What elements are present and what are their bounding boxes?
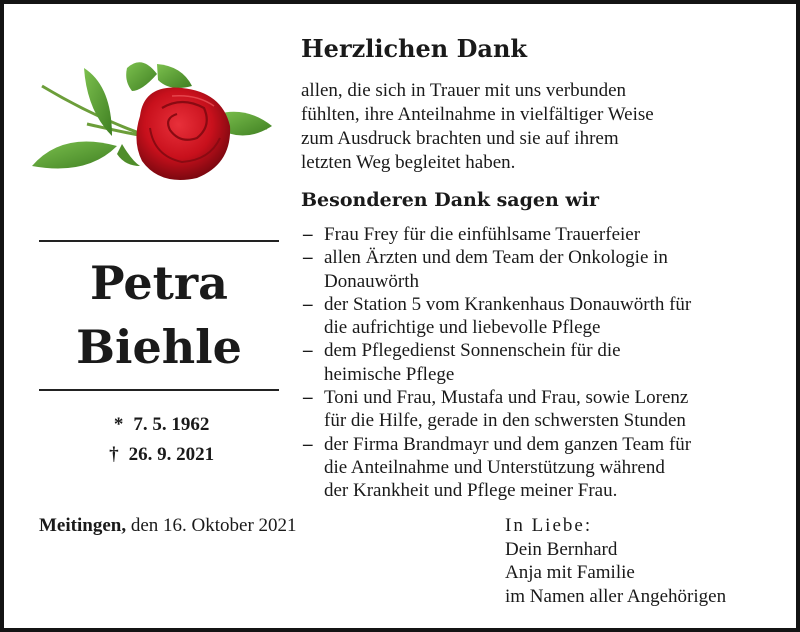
thanks-heading: Besonderen Dank sagen wir <box>301 189 600 211</box>
signature-closing: In Liebe: <box>505 515 593 536</box>
divider-top <box>39 240 279 242</box>
place-date <box>39 514 297 538</box>
list-dash: – <box>303 340 313 362</box>
intro-line: allen, die sich in Trauer mit uns verbunden <box>301 80 627 101</box>
list-item <box>301 293 781 340</box>
birth-symbol: * <box>113 414 124 435</box>
thanks-list <box>301 223 781 503</box>
signature <box>505 514 726 608</box>
list-item-line: dem Pflegedienst Sonnenschein für die <box>324 340 621 362</box>
death-date-row <box>39 440 279 470</box>
list-dash: – <box>303 433 313 455</box>
signature-line: im Namen aller Angehörigen <box>505 585 727 607</box>
signature-line: Dein Bernhard <box>505 538 618 560</box>
list-dash: – <box>303 293 313 315</box>
list-item <box>301 246 781 293</box>
main-heading: Herzlichen Dank <box>301 34 528 63</box>
death-symbol: † <box>109 444 119 465</box>
place: Meitingen, <box>39 515 127 536</box>
list-dash: – <box>303 387 313 409</box>
intro-line: letzten Weg begleitet haben. <box>301 152 516 173</box>
list-item-line: der Krankheit und Pflege meiner Frau. <box>324 480 618 502</box>
intro-text <box>301 79 771 175</box>
death-date: 26. 9. 2021 <box>128 444 215 465</box>
list-item-line: die aufrichtige und liebevolle Pflege <box>324 317 601 339</box>
list-item <box>301 223 781 246</box>
date: den 16. Oktober 2021 <box>130 515 297 536</box>
list-item-line: der Firma Brandmayr und dem ganzen Team für <box>324 433 692 455</box>
list-item-line: die Anteilnahme und Unterstützung während <box>324 456 665 478</box>
list-item-line: für die Hilfe, gerade in den schwersten Stunden <box>324 410 686 432</box>
list-item <box>301 386 781 433</box>
deceased-last-name: Biehle <box>76 320 242 374</box>
signature-line: Anja mit Familie <box>505 562 635 583</box>
list-item <box>301 433 781 503</box>
intro-line: fühlten, ihre Anteilnahme in vielfältiger Weise <box>301 104 654 125</box>
list-item-line: der Station 5 vom Krankenhaus Donauwörth für <box>324 293 692 315</box>
list-dash: – <box>303 224 313 245</box>
list-item-line: heimische Pflege <box>324 363 455 385</box>
list-dash: – <box>303 247 313 269</box>
intro-line: zum Ausdruck brachten und sie auf ihrem <box>301 128 619 149</box>
list-item <box>301 339 781 386</box>
list-item-line: Frau Frey für die einfühlsame Trauerfeier <box>324 224 641 245</box>
list-item-line: Toni und Frau, Mustafa und Frau, sowie Lorenz <box>324 387 689 409</box>
list-item-line: allen Ärzten und dem Team der Onkologie in <box>324 247 668 269</box>
birth-date: 7. 5. 1962 <box>133 414 210 435</box>
deceased-first-name: Petra <box>90 256 228 310</box>
red-rose-icon <box>32 56 277 191</box>
list-item-line: Donauwörth <box>324 270 419 292</box>
birth-date-row <box>39 410 279 440</box>
divider-bottom <box>39 389 279 391</box>
